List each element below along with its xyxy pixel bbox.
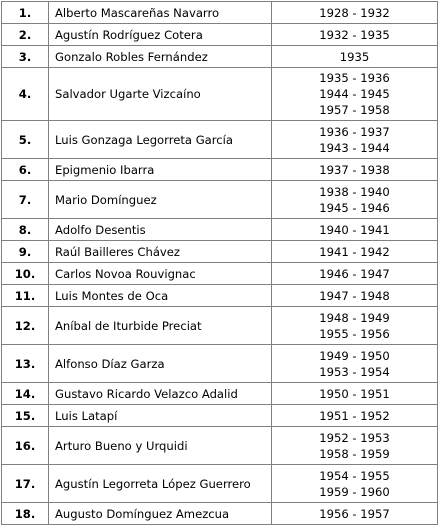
row-number: 17. bbox=[2, 465, 49, 503]
term-period: 1944 - 1945 bbox=[319, 87, 390, 101]
president-name: Agustín Rodríguez Cotera bbox=[49, 24, 272, 46]
president-name: Mario Domínguez bbox=[49, 181, 272, 219]
president-name: Luis Latapí bbox=[49, 405, 272, 427]
term-years bbox=[272, 159, 438, 181]
term-years bbox=[272, 46, 438, 68]
row-number: 10. bbox=[2, 263, 49, 285]
president-name: Epigmenio Ibarra bbox=[49, 159, 272, 181]
term-period: 1950 - 1951 bbox=[319, 386, 390, 401]
president-name: Carlos Novoa Rouvignac bbox=[49, 263, 272, 285]
row-number: 6. bbox=[2, 159, 49, 181]
table-row bbox=[2, 465, 438, 503]
term-period: 1932 - 1935 bbox=[319, 27, 390, 42]
table-row bbox=[2, 24, 438, 46]
term-period: 1947 - 1948 bbox=[319, 288, 390, 303]
president-name: Raúl Bailleres Chávez bbox=[49, 241, 272, 263]
row-number: 11. bbox=[2, 285, 49, 307]
presidents-table bbox=[1, 1, 438, 525]
term-period: 1943 - 1944 bbox=[319, 140, 390, 155]
table-row bbox=[2, 181, 438, 219]
president-name: Arturo Bueno y Urquidi bbox=[49, 427, 272, 465]
president-name: Adolfo Desentis bbox=[49, 219, 272, 241]
term-period: 1946 - 1947 bbox=[319, 266, 390, 281]
term-period: 1935 bbox=[339, 49, 370, 64]
term-years bbox=[272, 181, 438, 219]
term-period: 1940 - 1941 bbox=[319, 222, 390, 237]
row-number: 13. bbox=[2, 345, 49, 383]
term-period: 1928 - 1932 bbox=[319, 5, 390, 20]
term-period: 1936 - 1937 bbox=[319, 124, 390, 139]
table-row bbox=[2, 263, 438, 285]
term-period: 1948 - 1949 bbox=[319, 310, 390, 325]
term-years bbox=[272, 219, 438, 241]
term-period: 1937 - 1938 bbox=[319, 162, 390, 177]
term-period: 1952 - 1953 bbox=[319, 430, 390, 445]
term-years bbox=[272, 383, 438, 405]
president-name: Luis Montes de Oca bbox=[49, 285, 272, 307]
table-row bbox=[2, 285, 438, 307]
table-row bbox=[2, 2, 438, 24]
term-period: 1945 - 1946 bbox=[319, 200, 390, 215]
president-name: Gustavo Ricardo Velazco Adalid bbox=[49, 383, 272, 405]
president-name: Salvador Ugarte Vizcaíno bbox=[49, 68, 272, 121]
row-number: 14. bbox=[2, 383, 49, 405]
term-period: 1953 - 1954 bbox=[319, 364, 390, 379]
term-years bbox=[272, 503, 438, 525]
term-years bbox=[272, 24, 438, 46]
row-number: 12. bbox=[2, 307, 49, 345]
table-row bbox=[2, 345, 438, 383]
president-name: Gonzalo Robles Fernández bbox=[49, 46, 272, 68]
term-years bbox=[272, 345, 438, 383]
table-row bbox=[2, 68, 438, 121]
president-name: Augusto Domínguez Amezcua bbox=[49, 503, 272, 525]
row-number: 18. bbox=[2, 503, 49, 525]
table-row bbox=[2, 159, 438, 181]
row-number: 1. bbox=[2, 2, 49, 24]
term-period: 1938 - 1940 bbox=[319, 184, 390, 199]
table-row bbox=[2, 383, 438, 405]
row-number: 7. bbox=[2, 181, 49, 219]
table-row bbox=[2, 241, 438, 263]
table-row bbox=[2, 503, 438, 525]
table-row bbox=[2, 405, 438, 427]
term-years bbox=[272, 465, 438, 503]
row-number: 4. bbox=[2, 68, 49, 121]
term-years bbox=[272, 241, 438, 263]
president-name: Alberto Mascareñas Navarro bbox=[49, 2, 272, 24]
table-row bbox=[2, 307, 438, 345]
term-period: 1956 - 1957 bbox=[319, 506, 390, 521]
term-period: 1957 - 1958 bbox=[319, 103, 390, 117]
term-years bbox=[272, 405, 438, 427]
term-period: 1941 - 1942 bbox=[319, 244, 390, 259]
term-period: 1959 - 1960 bbox=[319, 484, 390, 499]
term-period: 1949 - 1950 bbox=[319, 348, 390, 363]
row-number: 16. bbox=[2, 427, 49, 465]
row-number: 15. bbox=[2, 405, 49, 427]
president-name: Agustín Legorreta López Guerrero bbox=[49, 465, 272, 503]
row-number: 9. bbox=[2, 241, 49, 263]
term-period: 1935 - 1936 bbox=[319, 71, 390, 85]
table-body bbox=[2, 2, 438, 525]
row-number: 5. bbox=[2, 121, 49, 159]
row-number: 2. bbox=[2, 24, 49, 46]
term-period: 1958 - 1959 bbox=[319, 446, 390, 461]
term-years bbox=[272, 307, 438, 345]
term-period: 1951 - 1952 bbox=[319, 408, 390, 423]
president-name: Alfonso Díaz Garza bbox=[49, 345, 272, 383]
term-period: 1955 - 1956 bbox=[319, 326, 390, 341]
term-period: 1954 - 1955 bbox=[319, 468, 390, 483]
row-number: 3. bbox=[2, 46, 49, 68]
president-name: Luis Gonzaga Legorreta García bbox=[49, 121, 272, 159]
term-years bbox=[272, 427, 438, 465]
term-years bbox=[272, 285, 438, 307]
term-years bbox=[272, 263, 438, 285]
term-years bbox=[272, 121, 438, 159]
row-number: 8. bbox=[2, 219, 49, 241]
president-name: Aníbal de Iturbide Preciat bbox=[49, 307, 272, 345]
table-row bbox=[2, 219, 438, 241]
table-row bbox=[2, 427, 438, 465]
term-years bbox=[272, 2, 438, 24]
table-row bbox=[2, 121, 438, 159]
table-row bbox=[2, 46, 438, 68]
term-years bbox=[272, 68, 438, 121]
